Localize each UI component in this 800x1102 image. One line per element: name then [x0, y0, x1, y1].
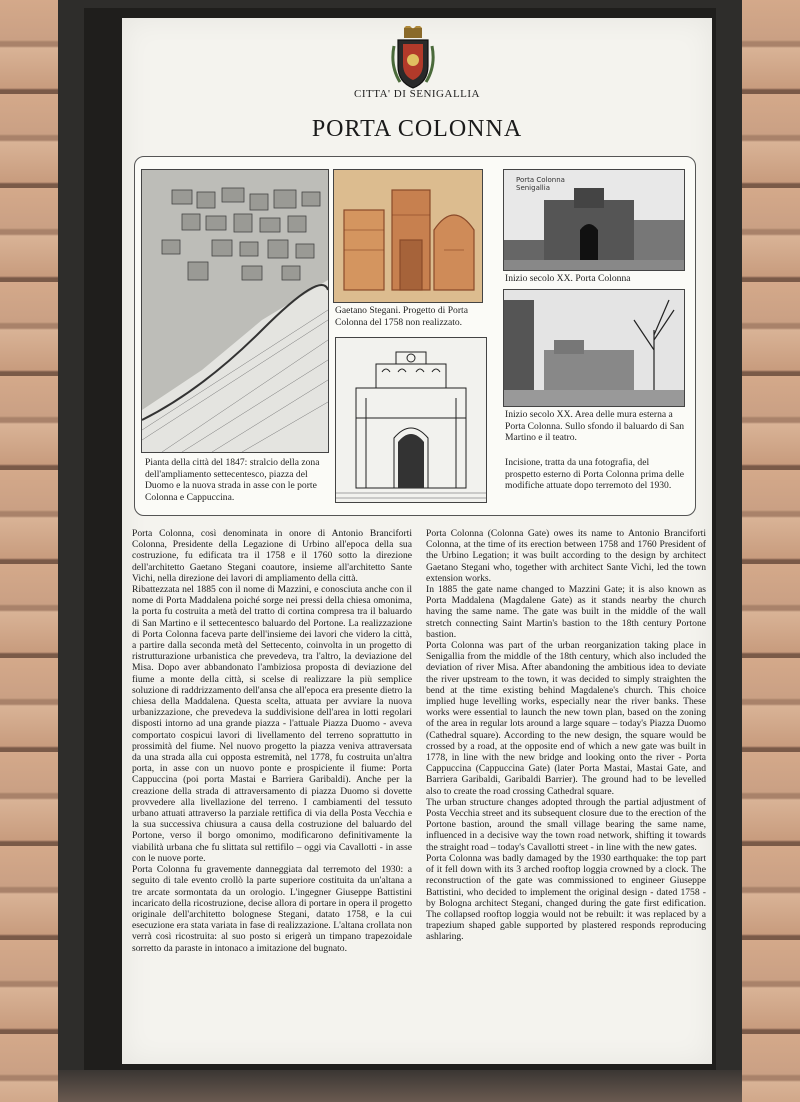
stegani-drawing — [333, 169, 483, 303]
english-paragraph: In 1885 the gate name changed to Mazzini Gate; it is also known as Porta Maddalena (Magdalene Gate) as it stands nearby the church having the same name. The gate was built in the middle of the wall stretch connecting Saint Martin's bastion to the 18th century Portone bastion. — [426, 584, 706, 640]
photo2-image — [504, 290, 684, 406]
info-panel — [122, 18, 712, 1064]
engraving-image — [336, 338, 486, 502]
text-columns — [132, 528, 706, 1028]
city-crest-icon — [390, 26, 436, 92]
english-text — [426, 528, 706, 943]
photo-gallery — [134, 156, 696, 516]
italian-text — [132, 528, 412, 954]
italian-paragraph: Porta Colonna, così denominata in onore di Antonio Branciforti Colonna, Presidente della Legazione di Urbino all'epoca della sua costruzione, fu edificata tra il 1758 e il 1760 sotto la direzione dell'architetto Gaetano Stegani coautore, insieme all'architetto Sante Vichi, nella direzione dei lavori di ampliamento della città. — [132, 528, 412, 584]
engraving-porta-colonna — [335, 337, 487, 503]
city-name: CITTA' DI SENIGALLIA — [354, 88, 480, 100]
photo2-caption: Inizio secolo XX. Area delle mura esterna a Porta Colonna. Sullo sfondo il baluardo di San Martino e il teatro. — [505, 409, 685, 443]
photo1-inscription: Porta Colonna Senigallia — [516, 176, 565, 192]
drawing-caption: Gaetano Stegani. Progetto di Porta Colonna del 1758 non realizzato. — [335, 305, 468, 328]
english-paragraph: Porta Colonna was badly damaged by the 1930 earthquake: the top part of it fell down with its 3 arched rooftop loggia crowned by a clock. The reconstruction of the gate was commissioned to engineer Giuseppe Battistini, who decided to implement the original design - dated 1758 - by Bologna architect Stegani, changed during the gate first edification. The collapsed rooftop loggia would not be rebuilt: it was replaced by a trapezium shaped gable supported by plastered responds reproducing ashlaring. — [426, 852, 706, 943]
photo-walls-area — [503, 289, 685, 407]
map-caption: Pianta della città del 1847: stralcio della zona dell'ampliamento settecentesco, piazza del Duomo e la nuova strada in asse con le porte Colonna e Cappuccina. — [145, 457, 320, 503]
sign-base — [58, 1070, 742, 1102]
italian-paragraph: Porta Colonna fu gravemente danneggiata dal terremoto del 1930: a seguito di tale evento crollò la parte superiore costituita da un'altana a tre arcate sormontata da un orologio. L'ingegner Giuseppe Battistini incaricato della ricostruzione, decise allora di portare in opera il progetto originale dell'architetto bolognese Stegani, datato 1758, e la cui esecuzione era stata variata in fase di realizzazione. L'altana crollata non verrà così ricostruita: al suo posto si erigerà un timpano trapezoidale sorretto da paraste in intonaco a imitazione del bugnato. — [132, 864, 412, 954]
brick-wall-right — [740, 0, 800, 1102]
drawing-sketch — [334, 170, 482, 302]
brick-wall-left — [0, 0, 60, 1102]
page-title: PORTA COLONNA — [311, 116, 523, 142]
photo1-caption: Inizio secolo XX. Porta Colonna — [505, 273, 631, 284]
english-paragraph: Porta Colonna was part of the urban reorganization taking place in Senigallia from the middle of the 18th century, which also included the deviation of river Misa. After abandoning the ambitious idea to deviate the river upstream to the town, it was decided to simply straighten the bend at the time existing behind Magdalene's church. This choice implied huge levelling works, especially near the river banks. These works were essential to launch the new town plan, based on the zoning of the area in regular lots around a large square – today's Piazza Duomo (Cathedral square). According to the new design, the square would be crossed by a road, at the opposite end of which a new gate was built in 1778, in line with the new bridge and looking onto the river - Porta Cappuccina (Cappuccina Gate) (later Porta Mastai, Mastai Gate, and Barriera Garibaldi, Garibaldi Barrier). The ground had to be levelled also to create the road crossing Cathedral square. — [426, 640, 706, 797]
engraving-caption: Incisione, tratta da una fotografia, del prospetto esterno di Porta Colonna prima delle modifiche attuate dopo terremoto del 1930. — [505, 457, 685, 491]
city-map-1847 — [141, 169, 329, 453]
photo-porta-colonna — [503, 169, 685, 271]
english-paragraph: Porta Colonna (Colonna Gate) owes its name to Antonio Branciforti Colonna, at the time of its erection between 1758 and 1760 President of the Urbino Legation; it was built according to the design by architect Gaetano Stegani who, together with architect Sante Vichi, led the town extension works. — [426, 528, 706, 584]
italian-paragraph: Ribattezzata nel 1885 con il nome di Mazzini, e conosciuta anche con il nome di Porta Maddalena poiché sorge nei pressi della chiesa omonima, la porta fu costruita a metà del tratto di cortina compresa tra il baluardo di San Martino e il settecentesco baluardo del Portone. La realizzazione di Porta Colonna faceva parte dell'insieme dei lavori che videro la città, a partire dalla seconda metà del Settecento, coinvolta in un progetto di ristrutturazione urbanistica che prevedeva, tra l'altro, la deviazione del Misa. Dopo aver abbandonato l'ambiziosa proposta di deviazione del fiume a monte della città, si scelse di realizzare la più semplice soluzione di raddrizzamento dell'ansa che all'epoca era presente dietro la chiesa della Maddalena. Questa scelta, attuata per avviare la nuova urbanizzazione, che prevedeva la suddivisione dell'area in lotti regolari disposti intorno ad una grande piazza - l'attuale Piazza Duomo - aveva comportato cospicui lavori di livellamento del terreno soprattutto in prossimità del fiume. Nel nuovo progetto la piazza veniva attraversata da una strada alla cui opposta estremità, nel 1778, fu costruita un'altra porta, in asse con un nuovo ponte e prospiciente il fiume: Porta Cappuccina (poi porta Mastai e Barriera Garibaldi). Anche per la creazione della strada di attraversamento di piazza Duomo si dovette provvedere alla livellazione del terreno. I cambiamenti del tessuto urbano attuati attraverso la parziale rettifica di via della Posta Vecchia e la sua successiva chiusura a causa della costruzione del baluardo del Portone, verso il borgo omonimo, modificarono definitivamente la viabilità urbana che fu slittata sul rettifilo – oggi via Cavallotti - in asse con le nuove porte. — [132, 584, 412, 864]
map-drawing — [142, 170, 328, 452]
english-paragraph: The urban structure changes adopted through the partial adjustment of Posta Vecchia street and its subsequent closure due to the erection of the Portone bastion, around the small village bearing the same name, influenced in a decisive way the town road network, shifting it towards the straight road – today's Cavallotti street - in line with the new gates. — [426, 796, 706, 853]
